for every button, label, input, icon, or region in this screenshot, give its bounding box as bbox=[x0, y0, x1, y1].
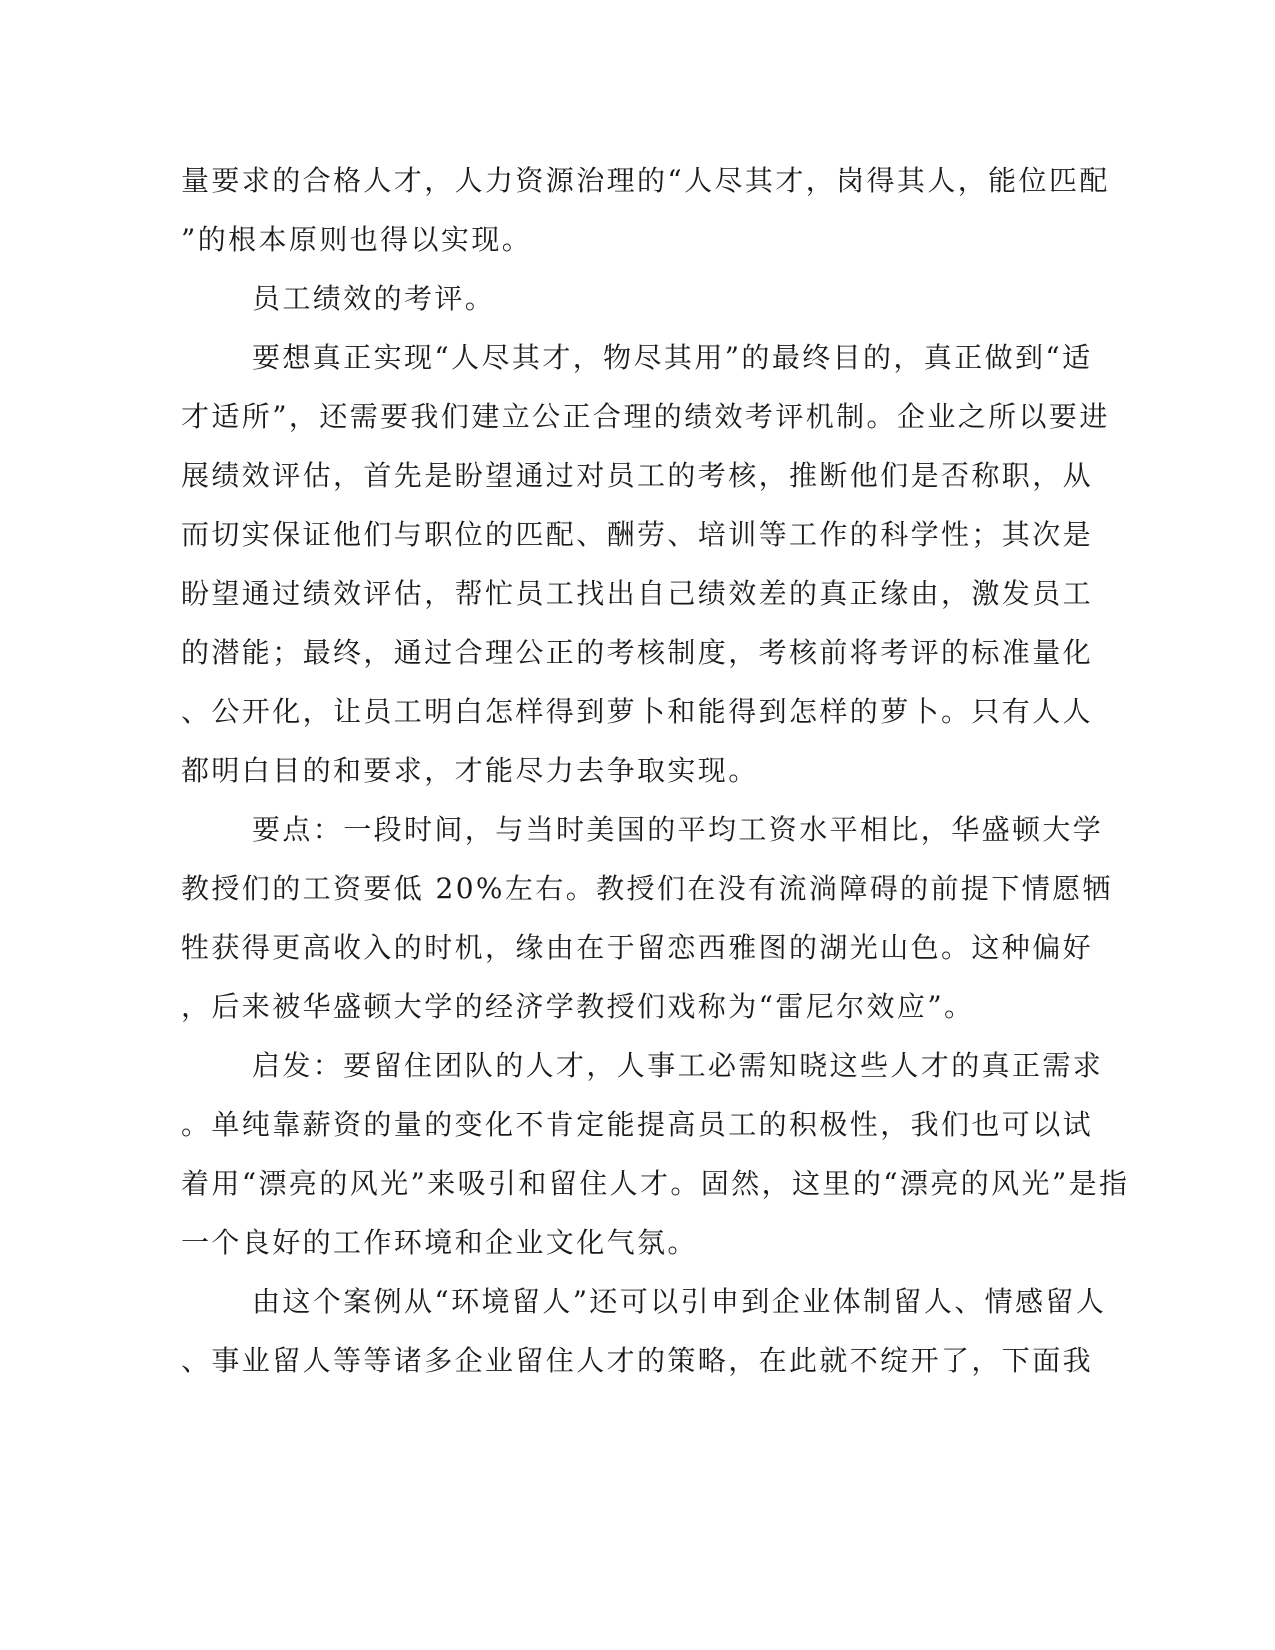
text-line: 、事业留人等等诸多企业留住人才的策略，在此就不绽开了，下面我 bbox=[181, 1344, 1094, 1377]
text-line: ”的根本原则也得以实现。 bbox=[181, 223, 533, 256]
text-line: 量要求的合格人才，人力资源治理的“人尽其才，岗得其人，能位匹配 bbox=[181, 164, 1110, 197]
text-line: 教授们的工资要低 20%左右。教授们在没有流淌障碍的前提下情愿牺 bbox=[181, 872, 1113, 905]
text-line: 都明白目的和要求，才能尽力去争取实现。 bbox=[181, 754, 759, 787]
text-line: ，后来被华盛顿大学的经济学教授们戏称为“雷尼尔效应”。 bbox=[181, 990, 975, 1023]
text-line: 而切实保证他们与职位的匹配、酬劳、培训等工作的科学性；其次是 bbox=[181, 518, 1094, 551]
text-line: 要点：一段时间，与当时美国的平均工资水平相比，华盛顿大学 bbox=[252, 813, 1104, 846]
text-line: 、公开化，让员工明白怎样得到萝卜和能得到怎样的萝卜。只有人人 bbox=[181, 695, 1094, 728]
text-line: 牲获得更高收入的时机，缘由在于留恋西雅图的湖光山色。这种偏好 bbox=[181, 931, 1094, 964]
text-line: 才适所”，还需要我们建立公正合理的绩效考评机制。企业之所以要进 bbox=[181, 400, 1110, 433]
text-line: 的潜能；最终，通过合理公正的考核制度，考核前将考评的标准量化 bbox=[181, 636, 1094, 669]
text-line: 着用“漂亮的风光”来吸引和留住人才。固然，这里的“漂亮的风光”是指 bbox=[181, 1167, 1130, 1200]
text-line: 由这个案例从“环境留人”还可以引申到企业体制留人、情感留人 bbox=[252, 1285, 1107, 1318]
text-line: 启发：要留住团队的人才，人事工必需知晓这些人才的真正需求 bbox=[252, 1049, 1104, 1082]
text-line: 一个良好的工作环境和企业文化气氛。 bbox=[181, 1226, 698, 1259]
paragraph-heading: 员工绩效的考评。 bbox=[252, 282, 496, 315]
text-line: 要想真正实现“人尽其才，物尽其用”的最终目的，真正做到“适 bbox=[252, 341, 1093, 374]
text-line: 。单纯靠薪资的量的变化不肯定能提高员工的积极性，我们也可以试 bbox=[181, 1108, 1094, 1141]
text-line: 盼望通过绩效评估，帮忙员工找出自己绩效差的真正缘由，激发员工 bbox=[181, 577, 1094, 610]
text-line: 展绩效评估，首先是盼望通过对员工的考核，推断他们是否称职，从 bbox=[181, 459, 1094, 492]
